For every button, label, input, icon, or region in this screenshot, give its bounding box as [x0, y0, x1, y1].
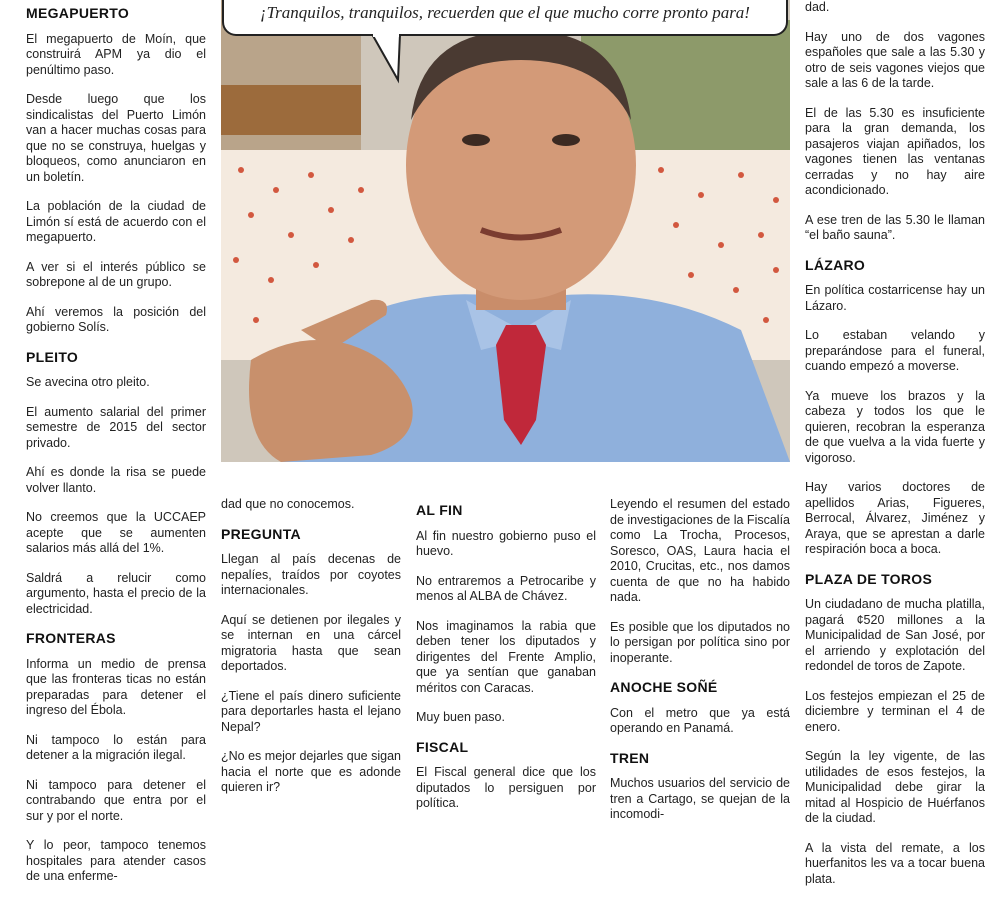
paragraph: ¿No es mejor dejarles que sigan hacia el norte que es adonde quieren ir?	[221, 749, 401, 794]
paragraph: A ese tren de las 5.30 le llaman “el baño sauna”.	[805, 212, 985, 242]
paragraph: Muchos usuarios del servicio de tren a Cartago, se quejan de la incomodi-	[610, 776, 790, 821]
paragraph: Ahí veremos la posición del gobierno Solís.	[26, 304, 206, 334]
section-heading: PLEITO	[26, 348, 79, 365]
paragraph: A la vista del remate, a los huerfanitos les va a tocar buena plata.	[805, 840, 985, 886]
paragraph: Leyendo el resumen del estado de investigaciones de la Fiscalía como La Trocha, Procesos, Soresco, OAS, Laura hacia el 2010, Crucitas, etc., nos damos cuenta de que no ha habido nada.	[610, 497, 790, 604]
paragraph: Hay varios doctores de apellidos Arias, Figueres, Berrocal, Álvarez, Jiménez y Araya, que se aprestan a darle respiración boca a boca.	[805, 480, 985, 556]
paragraph: Aquí se detienen por ilegales y se internan en una cárcel migratoria hasta que sean deportados.	[221, 612, 401, 673]
paragraph: Ya mueve los brazos y la cabeza y todos los que le quieren, recobran la esperanza de que vuelva a la vida fuerte y vigoroso.	[805, 388, 985, 465]
column-5	[805, 0, 985, 901]
paragraph: No creemos que la UCCAEP acepte que se aumenten salarios más allá del 1%.	[26, 510, 206, 555]
paragraph: La población de la ciudad de Limón sí está de acuerdo con el megapuerto.	[26, 199, 206, 244]
speech-bubble-tail	[370, 34, 410, 84]
paragraph: El aumento salarial del primer semestre de 2015 del sector privado.	[26, 404, 206, 450]
paragraph: Saldrá a relucir como argumento, hasta el precio de la electricidad.	[26, 570, 206, 616]
paragraph: No entraremos a Petrocaribe y menos al ALBA de Chávez.	[416, 573, 596, 603]
paragraph: El megapuerto de Moín, que construirá APM ya dio el penúltimo paso.	[26, 31, 206, 77]
paragraph: Al fin nuestro gobierno puso el huevo.	[416, 528, 596, 558]
speech-bubble-text: ¡Tranquilos, tranquilos, recuerden que el que mucho corre pronto para!	[260, 3, 750, 22]
section-heading: LÁZARO	[805, 256, 866, 273]
speech-bubble	[222, 0, 788, 36]
paragraph: ¿Tiene el país dinero suficiente para deportarles hasta el lejano Nepal?	[221, 688, 401, 734]
paragraph: En política costarricense hay un Lázaro.	[805, 283, 985, 313]
paragraph: El Fiscal general dice que los diputados lo persiguen por política.	[416, 765, 596, 810]
column-1	[26, 0, 206, 899]
paragraph: Nos imaginamos la rabia que deben tener los diputados y dirigentes del Frente Amplio, que ya sentían que ganaban méritos con Caracas.	[416, 618, 596, 695]
paragraph: dad.	[805, 0, 830, 14]
paragraph: Un ciudadano de mucha platilla, pagará ¢520 millones a la Municipalidad de San José, por el arriendo y explotación del redondel de toros de Zapote.	[805, 597, 985, 673]
column-3	[416, 497, 596, 826]
paragraph: Lo estaban velando y preparándose para el funeral, cuando empezó a moverse.	[805, 328, 985, 373]
section-heading: FRONTERAS	[26, 630, 116, 646]
paragraph: Muy buen paso.	[416, 710, 505, 724]
section-heading: PLAZA DE TOROS	[805, 570, 933, 587]
paragraph: Es posible que los diputados no lo persigan por política sino por inoperante.	[610, 619, 790, 665]
paragraph: Ahí es donde la risa se puede volver llanto.	[26, 465, 206, 495]
paragraph: Desde luego que los sindicalistas del Puerto Limón van a hacer muchas cosas para que no se construya, huelgas y bloqueos, como anunciaron en un boletín.	[26, 92, 206, 184]
paragraph: Los festejos empiezan el 25 de diciembre y terminan el 4 de enero.	[805, 688, 985, 734]
section-heading: MEGAPUERTO	[26, 5, 130, 21]
column-2	[221, 497, 401, 810]
section-heading: ANOCHE SOÑÉ	[610, 679, 718, 695]
section-heading: FISCAL	[416, 738, 469, 755]
paragraph: Y lo peor, tampoco tenemos hospitales para atender casos de una enferme-	[26, 838, 206, 883]
paragraph: A ver si el interés público se sobrepone al de un grupo.	[26, 259, 206, 289]
section-heading: TREN	[610, 749, 650, 766]
paragraph: Se avecina otro pleito.	[26, 375, 150, 389]
paragraph: dad que no conocemos.	[221, 497, 355, 511]
paragraph: Llegan al país decenas de nepalíes, traídos por coyotes internacionales.	[221, 552, 401, 597]
paragraph: Informa un medio de prensa que las fronteras ticas no están preparadas para detener el ingreso del Ébola.	[26, 656, 206, 717]
section-heading: AL FIN	[416, 502, 463, 518]
politician-photo	[221, 0, 790, 462]
paragraph: El de las 5.30 es insuficiente para la gran demanda, los pasajeros viajan apiñados, los vagones tienen las ventanas cerradas y no hay aire acondicionado.	[805, 105, 985, 197]
paragraph: Ni tampoco para detener el contrabando que entra por el sur y por el norte.	[26, 777, 206, 823]
paragraph: Ni tampoco lo están para detener a la migración ilegal.	[26, 732, 206, 762]
section-heading: PREGUNTA	[221, 525, 301, 542]
paragraph: Según la ley vigente, de las utilidades de esos festejos, la Municipalidad debe girar la mitad al Hospicio de Huérfanos de la ciudad.	[805, 749, 985, 825]
column-4	[610, 497, 790, 837]
paragraph: Con el metro que ya está operando en Panamá.	[610, 705, 790, 735]
paragraph: Hay uno de dos vagones españoles que sale a las 5.30 y otro de seis vagones viejos que sale a las 6 de la tarde.	[805, 29, 985, 90]
